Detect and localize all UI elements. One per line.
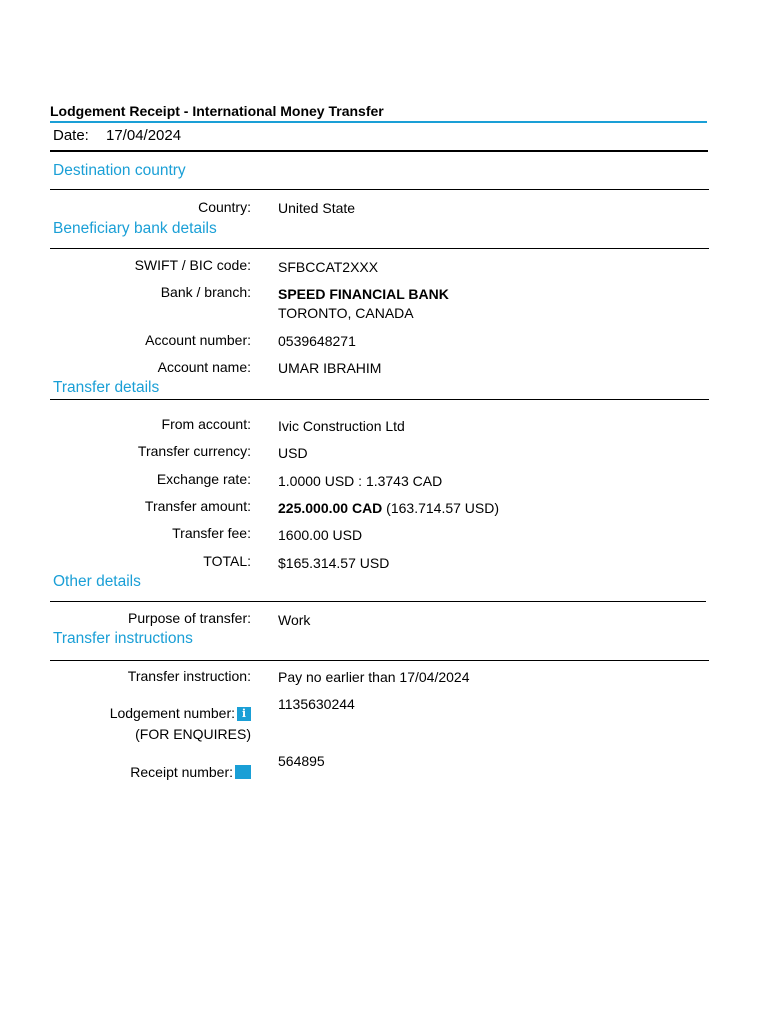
account-number-value: 0539648271 bbox=[278, 333, 356, 349]
receipt-number-value: 564895 bbox=[278, 753, 325, 769]
receipt-number-label-row bbox=[130, 764, 251, 780]
from-account-label: From account: bbox=[161, 416, 251, 432]
square-icon[interactable] bbox=[235, 765, 251, 779]
transfer-divider bbox=[50, 399, 709, 400]
total-label: TOTAL: bbox=[203, 553, 251, 569]
exchange-rate-label: Exchange rate: bbox=[156, 471, 251, 487]
date-label: Date: bbox=[53, 127, 89, 144]
lodgement-number-label: Lodgement number: bbox=[109, 705, 235, 721]
swift-label: SWIFT / BIC code: bbox=[134, 257, 251, 273]
lodgement-number-value: 1135630244 bbox=[278, 696, 355, 712]
beneficiary-heading: Beneficiary bank details bbox=[53, 220, 217, 237]
transfer-amount-label: Transfer amount: bbox=[144, 498, 251, 514]
document-title: Lodgement Receipt - International Money Transfer bbox=[50, 103, 384, 119]
account-number-label: Account number: bbox=[145, 332, 251, 348]
purpose-value: Work bbox=[278, 612, 311, 628]
title-divider bbox=[50, 121, 707, 123]
country-label: Country: bbox=[198, 199, 251, 215]
transfer-currency-value: USD bbox=[278, 445, 308, 461]
transfer-amount-value bbox=[278, 500, 499, 516]
from-account-value: Ivic Construction Ltd bbox=[278, 418, 405, 434]
lodgement-number-label-row bbox=[110, 705, 251, 721]
instructions-divider bbox=[50, 660, 709, 661]
destination-heading: Destination country bbox=[53, 162, 186, 179]
header-divider bbox=[50, 150, 708, 152]
exchange-rate-value: 1.0000 USD : 1.3743 CAD bbox=[278, 473, 443, 489]
receipt-number-label: Receipt number: bbox=[130, 764, 233, 780]
transfer-fee-label: Transfer fee: bbox=[172, 525, 251, 541]
purpose-label: Purpose of transfer: bbox=[128, 610, 251, 626]
transfer-fee-value: 1600.00 USD bbox=[278, 527, 363, 543]
account-name-value: UMAR IBRAHIM bbox=[278, 360, 382, 376]
country-value: United State bbox=[278, 200, 356, 216]
info-icon[interactable]: i bbox=[237, 707, 251, 721]
date-value: 17/04/2024 bbox=[106, 127, 182, 144]
beneficiary-divider bbox=[50, 248, 709, 249]
transfer-heading: Transfer details bbox=[53, 379, 160, 396]
transfer-amount-usd: (163.714.57 USD) bbox=[382, 500, 500, 516]
transfer-instruction-value: Pay no earlier than 17/04/2024 bbox=[278, 669, 470, 685]
other-heading: Other details bbox=[53, 573, 141, 590]
total-value: $165.314.57 USD bbox=[278, 555, 390, 571]
transfer-instruction-label: Transfer instruction: bbox=[127, 668, 251, 684]
lodgement-enquires-note: (FOR ENQUIRES) bbox=[135, 726, 251, 742]
account-name-label: Account name: bbox=[157, 359, 251, 375]
instructions-heading: Transfer instructions bbox=[53, 630, 193, 647]
transfer-amount-cad: 225.000.00 CAD bbox=[278, 500, 383, 516]
bank-name: SPEED FINANCIAL BANK bbox=[278, 286, 449, 302]
destination-divider bbox=[50, 189, 709, 190]
other-divider bbox=[50, 601, 706, 602]
bank-label: Bank / branch: bbox=[160, 284, 251, 300]
swift-value: SFBCCAT2XXX bbox=[278, 259, 379, 275]
transfer-currency-label: Transfer currency: bbox=[137, 443, 251, 459]
bank-location: TORONTO, CANADA bbox=[278, 305, 414, 321]
